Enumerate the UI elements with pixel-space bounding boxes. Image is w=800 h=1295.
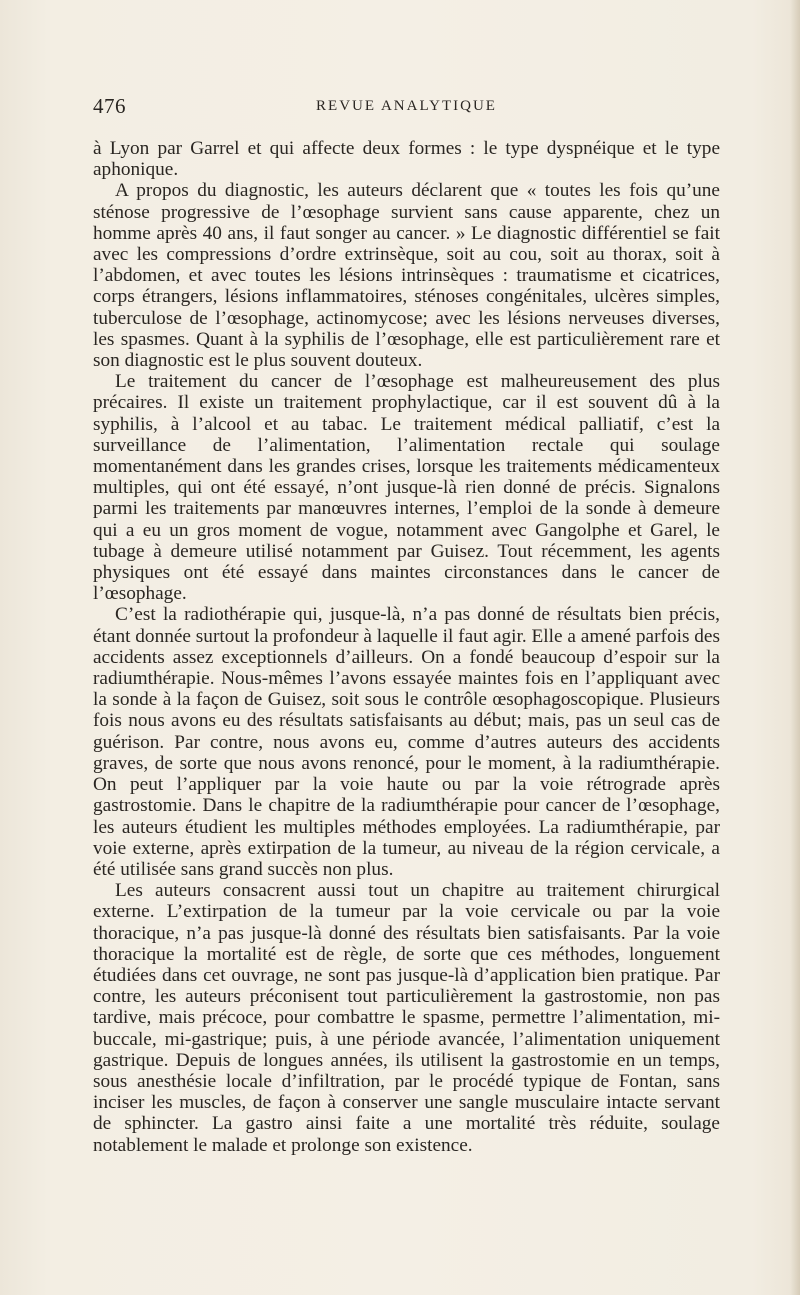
- paragraph: Les auteurs consacrent aussi tout un chapitre au traitement chirurgical externe. L’extirpation de la tumeur par la voie cervicale ou par la voie thoracique, n’a pas jusque-là donné des résultats bien satisfaisants. Par la voie thoracique la mortalité est de règle, de sorte que ces méthodes, longuement étudiées dans cet ouvrage, ne sont pas jusque-là d’application bien pratique. Par contre, les auteurs préconisent tout particulièrement la gastrostomie, non pas tardive, mais précoce, pour combattre le spasme, permettre l’alimentation, mi-buccale, mi-gastrique; puis, à une période avancée, l’alimentation uniquement gastrique. Depuis de longues années, ils utilisent la gastrostomie en un temps, sous anesthésie locale d’infiltration, par le procédé typique de Fontan, sans inciser les muscles, de façon à conserver une sangle musculaire intacte servant de sphincter. La gastro ainsi faite a une mortalité très réduite, soulage notablement le malade et prolonge son existence.: [93, 880, 720, 1156]
- page-header: [93, 94, 720, 120]
- page-edge: [790, 0, 800, 1295]
- running-head: REVUE ANALYTIQUE: [316, 98, 497, 114]
- page-number: 476: [93, 94, 126, 118]
- paragraph: à Lyon par Garrel et qui affecte deux formes : le type dyspnéique et le type aphonique.: [93, 138, 720, 181]
- paragraph: A propos du diagnostic, les auteurs déclarent que « toutes les fois qu’une sténose progressive de l’œsophage survient sans cause apparente, chez un homme après 40 ans, il faut songer au cancer. » Le diagnostic différentiel se fait avec les compressions d’ordre extrinsèque, soit au cou, soit au thorax, soit à l’abdomen, et avec toutes les lésions intrinsèques : traumatisme et cicatrices, corps étrangers, lésions inflammatoires, sténoses congénitales, ulcères simples, tuberculose de l’œsophage, actinomycose; avec les lésions nerveuses diverses, les spasmes. Quant à la syphilis de l’œsophage, elle est particulièrement rare et son diagnostic est le plus souvent douteux.: [93, 180, 720, 372]
- body-text: [93, 138, 720, 1156]
- paragraph: C’est la radiothérapie qui, jusque-là, n’a pas donné de résultats bien précis, étant donnée surtout la profondeur à laquelle il faut agir. Elle a amené parfois des accidents assez exceptionnels d’ailleurs. On a fondé beaucoup d’espoir sur la radiumthérapie. Nous-mêmes l’avons essayée maintes fois en l’appliquant avec la sonde à la façon de Guisez, soit sous le contrôle œsophagoscopique. Plusieurs fois nous avons eu des résultats satisfaisants au début; mais, pas un seul cas de guérison. Par contre, nous avons eu, comme d’autres auteurs des accidents graves, de sorte que nous avons renoncé, pour le moment, à la radiumthérapie. On peut l’appliquer par la voie haute ou par la voie rétrograde après gastrostomie. Dans le chapitre de la radiumthérapie pour cancer de l’œsophage, les auteurs étudient les multiples méthodes employées. La radiumthérapie, par voie externe, après extirpation de la tumeur, au niveau de la région cervicale, a été utilisée sans grand succès non plus.: [93, 604, 720, 880]
- paragraph: Le traitement du cancer de l’œsophage est malheureusement des plus précaires. Il existe un traitement prophylactique, car il est souvent dû à la syphilis, à l’alcool et au tabac. Le traitement médical palliatif, c’est la surveillance de l’alimentation, l’alimentation rectale qui soulage momentanément dans les grandes crises, lorsque les traitements médicamenteux multiples, qui ont été essayé, n’ont jusque-là rien donné de précis. Signalons parmi les traitements par manœuvres internes, l’emploi de la sonde à demeure qui a eu un gros moment de vogue, notamment avec Gangolphe et Garel, le tubage à demeure utilisé notamment par Guisez. Tout récemment, les agents physiques ont été essayé dans maintes circonstances dans le cancer de l’œsophage.: [93, 371, 720, 605]
